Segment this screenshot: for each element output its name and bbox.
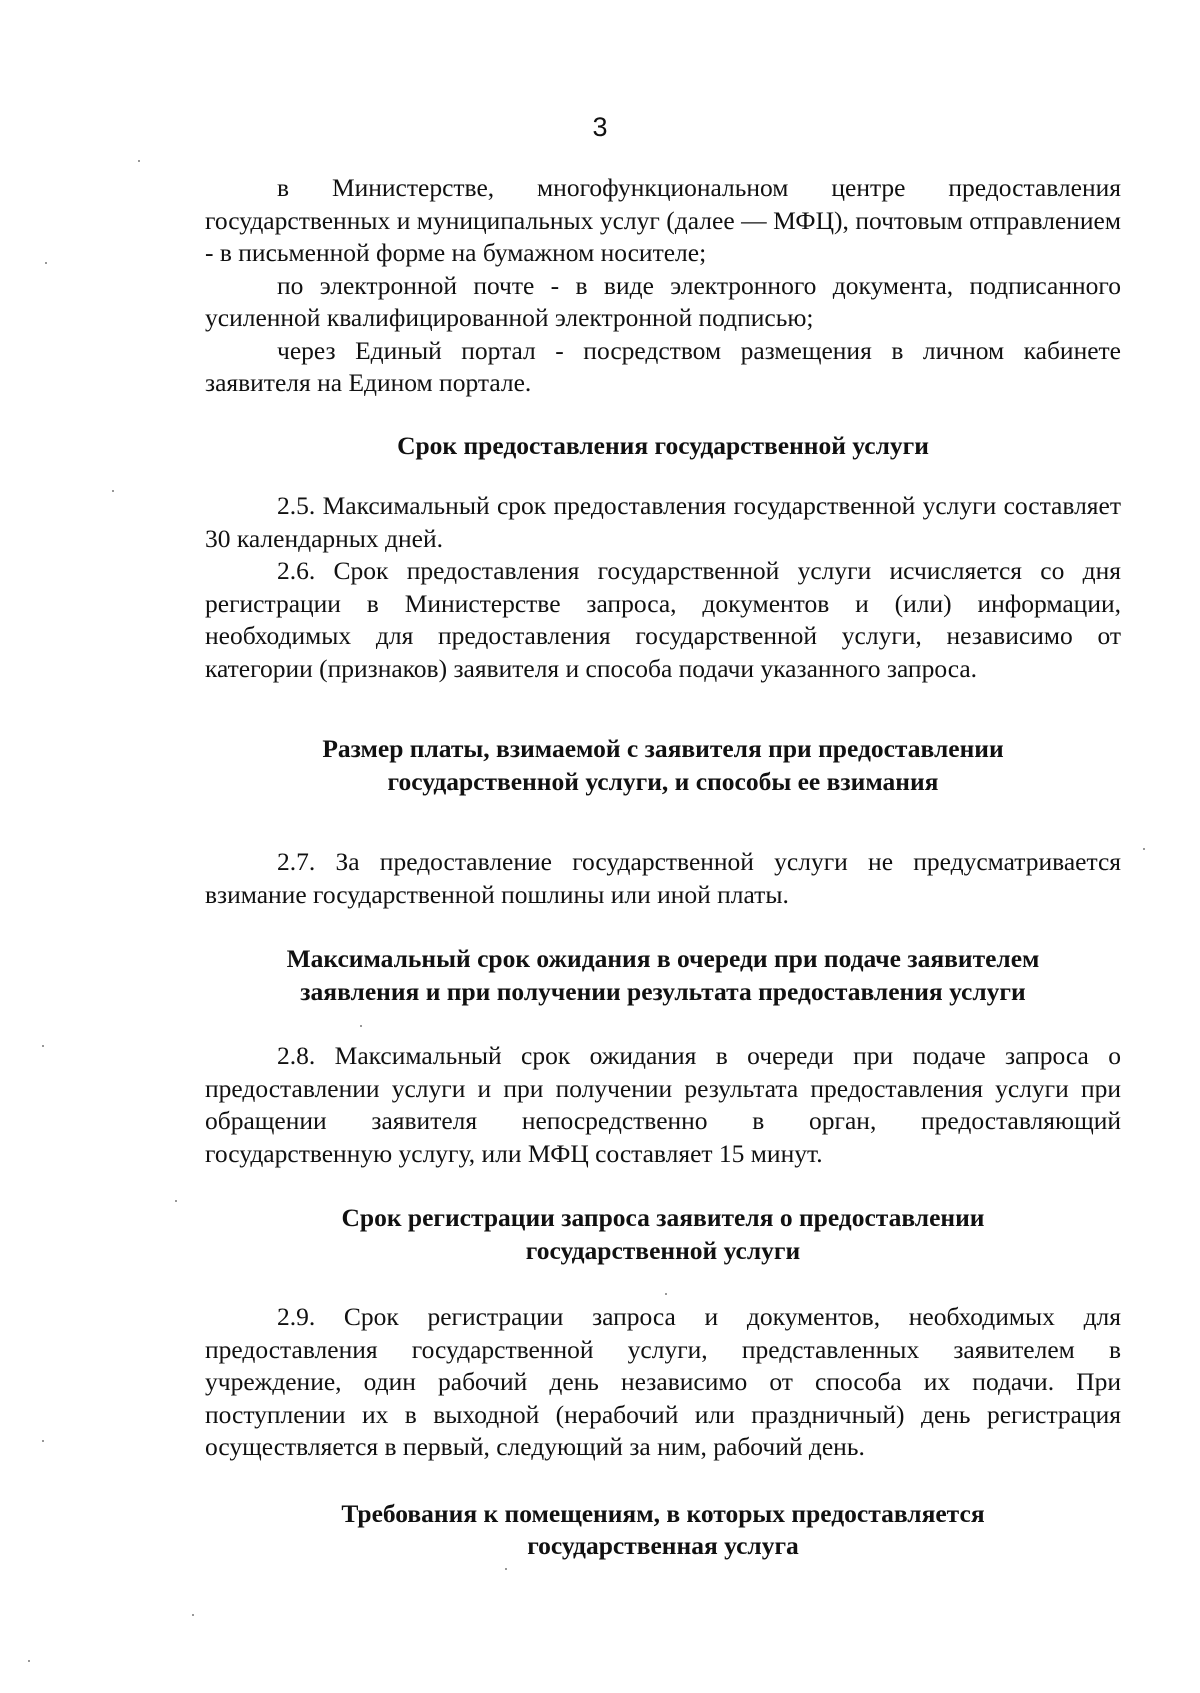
scan-speck: [42, 1440, 44, 1442]
section-heading-fee-line2: государственной услуги, и способы ее взимания: [387, 766, 939, 796]
scan-speck: [360, 1025, 362, 1027]
section-heading-registration-term: [205, 1202, 1121, 1267]
section-heading-service-term: Срок предоставления государственной услуги: [397, 430, 929, 460]
page-number: 3: [592, 112, 608, 142]
paragraph-2-5: 2.5. Максимальный срок предоставления государственной услуги составляет 30 календарных дней.: [205, 491, 1121, 553]
section-heading-premises: [205, 1498, 1121, 1563]
section-heading-queue-wait: [205, 943, 1121, 1008]
section-heading-premises-line2: государственная услуга: [527, 1531, 799, 1560]
scan-speck: [112, 490, 114, 492]
scan-speck: [138, 160, 140, 162]
scan-speck: [1143, 848, 1145, 850]
section-heading-queue-wait-line2: заявления и при получении результата предоставления услуги: [300, 976, 1026, 1006]
paragraph-2-9: 2.9. Срок регистрации запроса и документов, необходимых для предоставления государственной услуги, представленных заявителем в учреждение, один рабочий день независимо от способа их подачи. При поступлении их в выходной (нерабочий или праздничный) день регистрация осуществляется в первый, следующий за ним, рабочий день.: [205, 1302, 1121, 1461]
document-body: [205, 172, 1121, 1563]
scan-speck: [505, 1568, 507, 1570]
paragraph-submission-email: по электронной почте - в виде электронного документа, подписанного усиленной квалифицированной электронной подписью;: [205, 270, 1121, 332]
section-heading-fee: [205, 733, 1121, 798]
section-heading-registration-term-line2: государственной услуги: [525, 1235, 801, 1265]
paragraph-2-6: 2.6. Срок предоставления государственной услуги исчисляется со дня регистрации в Министерстве запроса, документов и (или) информации, необходимых для предоставления государственной услуги, независимо от категории (признаков) заявителя и способа подачи указанного запроса.: [205, 556, 1121, 683]
section-heading-queue-wait-line1: Максимальный срок ожидания в очереди при подаче заявителем: [286, 944, 1040, 973]
scan-speck: [28, 1660, 30, 1662]
scan-speck: [192, 1614, 194, 1616]
scan-speck: [665, 1293, 667, 1295]
scan-speck: [45, 262, 47, 264]
paragraph-2-7: 2.7. За предоставление государственной услуги не предусматривается взимание государственной пошлины или иной платы.: [205, 847, 1121, 909]
section-heading-fee-line1: Размер платы, взимаемой с заявителя при предоставлении: [322, 734, 1004, 763]
paragraph-submission-portal: через Единый портал - посредством размещения в личном кабинете заявителя на Едином портале.: [205, 335, 1121, 397]
paragraph-2-8: 2.8. Максимальный срок ожидания в очереди при подаче запроса о предоставлении услуги и при получении результата предоставления услуги при обращении заявителя непосредственно в орган, предоставляющий государственную услугу, или МФЦ составляет 15 минут.: [205, 1041, 1121, 1168]
section-heading-premises-line1: Требования к помещениям, в которых предоставляется: [341, 1498, 985, 1528]
scan-speck: [42, 1045, 44, 1047]
scan-speck: [175, 1200, 177, 1202]
section-heading-registration-term-line1: Срок регистрации запроса заявителя о предоставлении: [341, 1203, 985, 1232]
paragraph-submission-ministry: в Министерстве, многофункциональном центре предоставления государственных и муниципальных услуг (далее — МФЦ), почтовым отправлением - в письменной форме на бумажном носителе;: [205, 173, 1121, 267]
